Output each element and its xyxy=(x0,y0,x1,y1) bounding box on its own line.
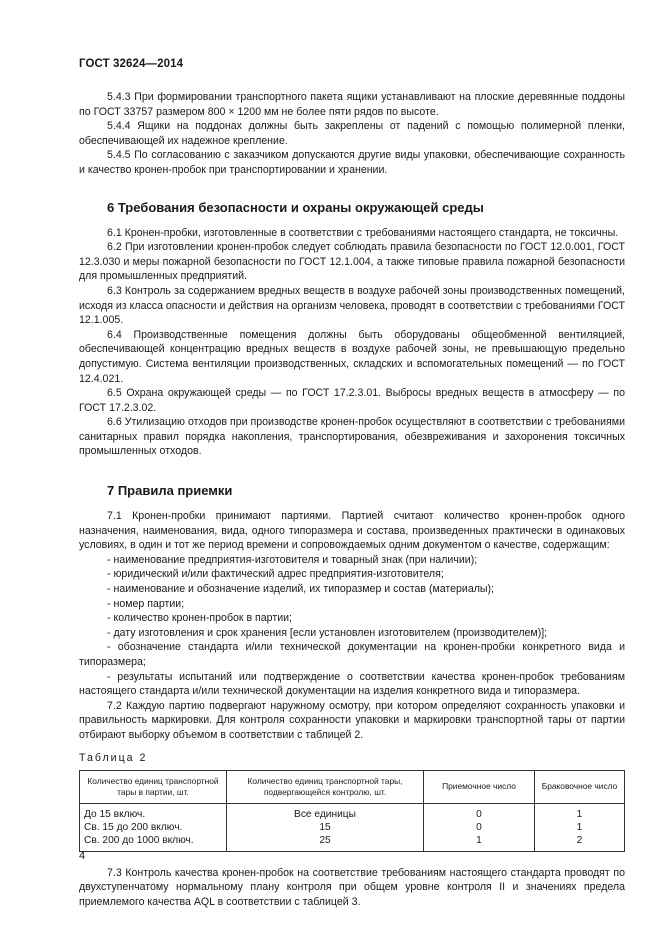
doc-header: ГОСТ 32624—2014 xyxy=(79,58,184,70)
table-row xyxy=(80,834,625,852)
table-cell: 0 xyxy=(424,803,535,821)
list-item: - наименование и обозначение изделий, их типоразмер и состав (материалы); xyxy=(107,583,495,596)
table-cell: Все единицы xyxy=(227,803,424,821)
list-item: - номер партии; xyxy=(107,597,185,610)
table-header-row xyxy=(80,770,625,803)
table-cell: 2 xyxy=(535,834,625,852)
table-cell: 1 xyxy=(424,834,535,852)
table-cell: 1 xyxy=(535,821,625,834)
list-item: - наименование предприятия-изготовителя и товарный знак (при наличии); xyxy=(107,553,478,566)
list-item: - количество кронен-пробок в партии; xyxy=(107,612,292,625)
table-header-cell: Браковочное число xyxy=(535,770,625,803)
table-cell: 0 xyxy=(424,821,535,834)
document-body xyxy=(79,90,625,909)
list-item: - дату изготовления и срок хранения [если установлен изготовителем (производителем)]; xyxy=(107,626,548,639)
table-header-cell: Приемочное число xyxy=(424,770,535,803)
paragraph-6-4: 6.4 Производственные помещения должны быть оборудованы общеобменной вентиляцией, обеспечивающей концентрацию вредных веществ в воздухе рабочей зоны, не превышающую предельно допустимую. Система вентиляции производственных, складских и вспомогательных помещений — по ГОСТ 12.4.021. xyxy=(79,328,625,385)
table-cell: 25 xyxy=(227,834,424,852)
table-header-cell: Количество единиц транспортной тары в партии, шт. xyxy=(80,770,227,803)
list-item: - обозначение стандарта и/или технической документации на кронен-пробки конкретного вида и типоразмера; xyxy=(79,641,625,668)
paragraph-6-5: 6.5 Охрана окружающей среды — по ГОСТ 17.2.3.01. Выбросы вредных веществ в атмосферу — по ГОСТ 17.2.3.02. xyxy=(79,387,625,414)
table-row xyxy=(80,821,625,834)
section-6-title: 6 Требования безопасности и охраны окружающей среды xyxy=(107,199,484,215)
paragraph-5-4-5: 5.4.5 По согласованию с заказчиком допускаются другие виды упаковки, обеспечивающие сохранность и качество кронен-пробок при транспортировании и хранении. xyxy=(79,149,625,176)
table-2 xyxy=(79,770,625,852)
table-cell: До 15 включ. xyxy=(80,803,227,821)
paragraph-7-1: 7.1 Кронен-пробки принимают партиями. Партией считают количество кронен-пробок одного назначения, наименования, вида, одного типоразмера и состава, произведенных практически в одинаковых условиях, в один и тот же период времени и сопровождаемых одним документом о качестве, содержащим: xyxy=(79,510,625,552)
paragraph-6-3: 6.3 Контроль за содержанием вредных веществ в воздухе рабочей зоны производственных помещений, исходя из класса опасности и действия на организм человека, проводят в соответствии с требованиями ГОСТ 12.1.005. xyxy=(79,284,625,327)
section-7-title: 7 Правила приемки xyxy=(107,483,233,499)
paragraph-6-2: 6.2 При изготовлении кронен-пробок следует соблюдать правила безопасности по ГОСТ 12.0.001, ГОСТ 12.3.030 и меры пожарной безопасности по ГОСТ 12.1.004, а также типовые правила пожарной безопасности для промышленных предприятий. xyxy=(79,241,625,283)
table-cell: Св. 15 до 200 включ. xyxy=(80,821,227,834)
paragraph-7-2: 7.2 Каждую партию подвергают наружному осмотру, при котором определяют сохранность упаковки и правильность маркировки. Для контроля сохранности упаковки и маркировки транспортной тары от партии отбирают выборку объемом в соответствии с таблицей 2. xyxy=(79,699,625,741)
table-cell: 15 xyxy=(227,821,424,834)
list-item: - юридический и/или фактический адрес предприятия-изготовителя; xyxy=(107,568,444,581)
table-cell: Св. 200 до 1000 включ. xyxy=(80,834,227,852)
paragraph-5-4-4: 5.4.4 Ящики на поддонах должны быть закреплены от падений с помощью полимерной пленки, обеспечивающей их надежное крепление. xyxy=(79,120,625,147)
paragraph-5-4-3: 5.4.3 При формировании транспортного пакета ящики устанавливают на плоские деревянные поддоны по ГОСТ 33757 размером 800 × 1200 мм не более пяти рядов по высоте. xyxy=(79,91,625,118)
paragraph-7-3: 7.3 Контроль качества кронен-пробок на соответствие требованиям настоящего стандарта проводят по двухступенчатому нормальному плану контроля при общем уровне контроля II и значениях предела приемлемого качества AQL в соответствии с таблицей 3. xyxy=(79,866,625,908)
page-number: 4 xyxy=(79,850,86,862)
table-cell: 1 xyxy=(535,803,625,821)
table-header-cell: Количество единиц транспортной тары, подвергающейся контролю, шт. xyxy=(227,770,424,803)
paragraph-6-6: 6.6 Утилизацию отходов при производстве кронен-пробок осуществляют в соответствии с требованиями санитарных правил порядка накопления, транспортирования, обезвреживания и захоронения токсичных промышленных отходов. xyxy=(79,416,625,458)
table-row xyxy=(80,803,625,821)
list-item: - результаты испытаний или подтверждение о соответствии качества кронен-пробок требованиям настоящего стандарта и/или технической документации на изделия конкретного вида и типоразмера. xyxy=(79,670,625,698)
paragraph-6-1: 6.1 Кронен-пробки, изготовленные в соответствии с требованиями настоящего стандарта, не токсичны. xyxy=(107,226,619,239)
table-caption: Таблица 2 xyxy=(79,751,148,764)
